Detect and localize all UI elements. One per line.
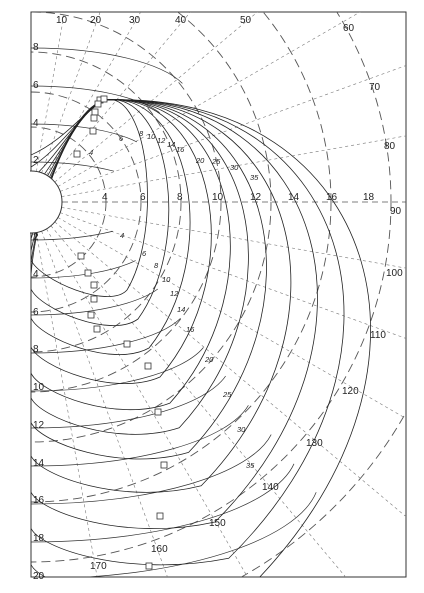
contour-curves [31, 99, 371, 593]
square-marker [78, 253, 84, 259]
x-axis-label: 12 [250, 192, 262, 203]
square-marker [95, 101, 101, 107]
square-marker [74, 151, 80, 157]
contour-label: 16 [176, 145, 185, 154]
square-marker [90, 128, 96, 134]
square-marker [161, 462, 167, 468]
square-marker [91, 115, 97, 121]
diagram-frame [31, 12, 406, 577]
contour-label: 10 [147, 132, 156, 141]
angle-label: 80 [384, 141, 396, 152]
square-marker [155, 409, 161, 415]
radial-line [60, 0, 424, 191]
radial-line [58, 0, 424, 187]
angle-label: 170 [90, 561, 107, 572]
contour-label: 30 [230, 163, 239, 172]
contour-curve [31, 100, 266, 459]
angle-label: 150 [209, 518, 226, 529]
left-axis-label: 2 [33, 232, 39, 243]
contour-label: 6 [119, 134, 124, 143]
angle-label: 100 [386, 268, 403, 279]
angle-label: 70 [369, 82, 381, 93]
contour-label: 12 [157, 136, 166, 145]
angle-label: 40 [175, 15, 187, 26]
contour-label: 6 [142, 249, 147, 258]
square-marker [124, 341, 130, 347]
left-axis-label: 14 [33, 458, 45, 469]
left-axis-label: 2 [33, 155, 39, 166]
flow-curve [31, 231, 113, 240]
square-marker [92, 109, 98, 115]
x-axis-label: 14 [288, 192, 300, 203]
x-axis-label: 8 [177, 192, 183, 203]
contour-label: 20 [196, 156, 205, 165]
square-marker [91, 296, 97, 302]
angle-label: 90 [390, 206, 402, 217]
contour-label: 30 [237, 425, 246, 434]
left-axis-label: 6 [33, 307, 39, 318]
contour-label: 14 [177, 305, 186, 314]
angle-label: 20 [90, 15, 102, 26]
left-axis-label: 8 [33, 42, 39, 53]
angle-label: 60 [343, 23, 355, 34]
left-axis-label: 4 [33, 269, 39, 280]
x-axis-label: 6 [140, 192, 146, 203]
contour-label: 35 [250, 173, 259, 182]
contour-label: 20 [205, 355, 214, 364]
contour-label: 10 [162, 275, 171, 284]
flow-curve [31, 405, 248, 466]
left-axis-label: 4 [33, 118, 39, 129]
contour-label: 8 [154, 261, 159, 270]
left-axis-label: 16 [33, 495, 45, 506]
contour-label: 4 [120, 231, 125, 240]
angle-label: 50 [240, 15, 252, 26]
square-marker [91, 282, 97, 288]
angle-label: 120 [342, 386, 359, 397]
angle-label: 110 [370, 330, 386, 341]
x-axis-label: 10 [212, 192, 224, 203]
contour-label: 8 [139, 129, 144, 138]
square-marker [94, 326, 100, 332]
x-axis-label: 16 [326, 192, 338, 203]
angle-label: 10 [56, 15, 68, 26]
square-marker [157, 513, 163, 519]
square-marker [88, 312, 94, 318]
contour-label: 35 [246, 461, 255, 470]
contour-label: 16 [186, 325, 195, 334]
left-axis-label: 6 [33, 80, 39, 91]
left-axis-label: 18 [33, 533, 45, 544]
contour-label: 14 [167, 140, 176, 149]
left-axis-label: 8 [33, 344, 39, 355]
angle-label: 130 [306, 438, 323, 449]
angle-label: 140 [262, 482, 279, 493]
square-marker [101, 96, 107, 102]
left-axis-label: 12 [33, 420, 45, 431]
contour-label: 25 [212, 157, 221, 166]
x-axis-label: 18 [363, 192, 375, 203]
flow-curve [31, 492, 316, 579]
frame-mask [0, 160, 30, 244]
flow-curve [31, 348, 203, 391]
left-axis-label: 20 [33, 571, 45, 582]
contour-label: 12 [170, 289, 179, 298]
angle-label: 160 [151, 544, 168, 555]
contour-label: 4 [89, 148, 94, 157]
square-marker [145, 363, 151, 369]
radial-line [51, 226, 424, 593]
radial-line [42, 0, 271, 173]
x-axis-label: 4 [102, 192, 108, 203]
square-marker [85, 270, 91, 276]
radial-line [55, 222, 424, 593]
square-markers [74, 96, 167, 569]
contour-label: 25 [223, 390, 232, 399]
contour-curve [31, 100, 291, 493]
angle-label: 30 [129, 15, 141, 26]
left-axis-label: 10 [33, 382, 45, 393]
square-marker [146, 563, 152, 569]
